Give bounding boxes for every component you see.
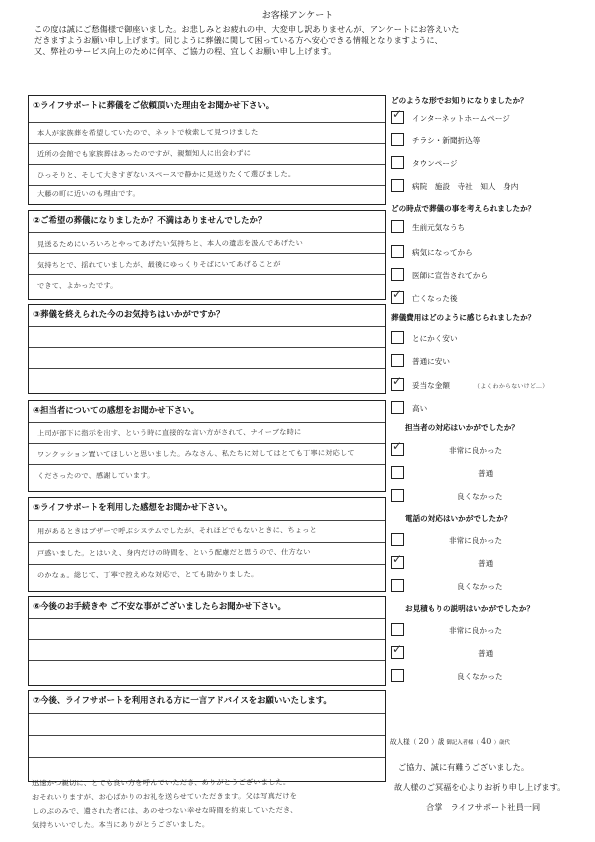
cost-handwritten-note: （よくわからないけど…） bbox=[473, 382, 549, 391]
question-2-answer: 見送るためにいろいろとやってあげたい気持ちと、本人の遺志を汲んであげたい bbox=[36, 238, 303, 249]
estimate-checkbox-bad[interactable] bbox=[391, 669, 404, 682]
question-1-answer: ひっそりと、そして大きすぎないスペースで静かに見送りたくて選びました。 bbox=[36, 169, 296, 180]
estimate-option-normal: 普通 bbox=[478, 649, 494, 658]
check-mark-icon: ✓ bbox=[392, 374, 403, 388]
question-1-heading: ①ライフサポートに葬儀をご依頼頂いた理由をお聞かせ下さい。 bbox=[33, 100, 275, 110]
check-mark-icon: ✓ bbox=[392, 107, 403, 121]
intro-line: この度は誠にご愁傷様で御座いました。お悲しみとお疲れの中、大変申し訳ありませんが、アンケートにお答えいた bbox=[34, 24, 460, 34]
advice-handwriting: しのぶのみで、遺された者には、あのせつない幸せな時間を約束していただき、 bbox=[31, 805, 298, 816]
phone-checkbox-bad[interactable] bbox=[391, 579, 404, 592]
deceased-label: 故人様（ bbox=[390, 738, 417, 746]
staff-checkbox-bad[interactable] bbox=[391, 489, 404, 502]
question-5-heading: ⑤ライフサポートを利用した感想をお聞かせ下さい。 bbox=[33, 502, 233, 512]
question-6-box bbox=[28, 596, 386, 686]
filler-label: 御記入者様（ bbox=[446, 740, 479, 746]
question-5-answer: のかなぁ。総じて、丁寧で控えめな対応で、とても助かりました。 bbox=[36, 569, 259, 580]
check-mark-icon: ✓ bbox=[392, 552, 403, 566]
cost-option-very-cheap: とにかく安い bbox=[412, 334, 458, 343]
how-option-internet: インターネットホームページ bbox=[412, 114, 510, 123]
deceased-age: 20 bbox=[418, 737, 430, 746]
how-checkbox-flyer[interactable] bbox=[391, 133, 404, 146]
how-checkbox-hospital[interactable] bbox=[391, 179, 404, 192]
question-1-box bbox=[28, 95, 386, 205]
closing-thanks: ご協力、誠に有難うございました。 bbox=[398, 762, 530, 772]
closing-signature: 合掌 ライフサポート社員一同 bbox=[426, 802, 541, 812]
question-3-box bbox=[28, 304, 386, 394]
intro-line: 又、弊社のサービス向上のために何卒、ご協力の程、宜しくお願い申し上げます。 bbox=[34, 46, 337, 56]
question-2-answer: できて、よかったです。 bbox=[36, 280, 118, 291]
estimate-checkbox-very-good[interactable] bbox=[391, 623, 404, 636]
staff-option-normal: 普通 bbox=[478, 469, 494, 478]
question-1-answer: 大藤の町に近いのも理由です。 bbox=[36, 188, 140, 199]
cost-heading: 葬儀費用はどのように感じられましたか？ bbox=[391, 313, 536, 322]
estimate-option-very-good: 非常に良かった bbox=[449, 626, 503, 635]
when-checkbox-diagnosed[interactable] bbox=[391, 268, 404, 281]
staff-option-very-good: 非常に良かった bbox=[449, 446, 503, 455]
cost-checkbox-expensive[interactable] bbox=[391, 401, 404, 414]
question-4-answer: くださったので、感謝しています。 bbox=[36, 470, 155, 481]
when-checkbox-sick[interactable] bbox=[391, 245, 404, 258]
phone-option-very-good: 非常に良かった bbox=[449, 536, 503, 545]
question-2-answer: 気持ちとで、揺れていましたが、最後にゆっくりそばにいてあげることが bbox=[36, 259, 281, 270]
intro-text bbox=[34, 24, 574, 57]
phone-heading: 電話の対応はいかがでしたか？ bbox=[405, 514, 512, 523]
cost-option-reasonable: 妥当な金額 bbox=[412, 381, 450, 390]
when-option-after-death: 亡くなった後 bbox=[412, 294, 458, 303]
when-option-healthy: 生前元気なうち bbox=[412, 223, 466, 232]
how-heading: どのような形でお知りになりましたか？ bbox=[391, 96, 528, 105]
staff-checkbox-normal[interactable] bbox=[391, 466, 404, 479]
question-6-heading: ⑥今後のお手続きや ご不安な事がございましたらお聞かせ下さい。 bbox=[33, 601, 286, 611]
advice-handwriting: おそれいりますが、お心ばかりのお礼を送らせていただきます。父は写真だけを bbox=[31, 791, 298, 802]
check-mark-icon: ✓ bbox=[392, 642, 403, 656]
advice-handwriting: 気持ちいいでした。本当にありがとうございました。 bbox=[31, 819, 210, 830]
closing-prayer: 故人様のご冥福を心よりお祈り申し上げます。 bbox=[394, 782, 566, 792]
question-3-heading: ③葬儀を終えられた今のお気持ちはいかがですか？ bbox=[33, 309, 225, 319]
when-checkbox-healthy[interactable] bbox=[391, 220, 404, 233]
question-2-box bbox=[28, 210, 386, 300]
question-5-box bbox=[28, 497, 386, 592]
when-option-sick: 病気になってから bbox=[412, 248, 473, 257]
how-option-townpage: タウンページ bbox=[412, 159, 458, 168]
question-4-heading: ④担当者についての感想をお聞かせ下さい。 bbox=[33, 405, 200, 415]
question-5-answer: 戸惑いました。とはいえ、身内だけの時間を、という配慮だと思うので、仕方ない bbox=[36, 547, 311, 558]
question-7-heading: ⑦今後、ライフサポートを利用される方に一言アドバイスをお願いいたします。 bbox=[33, 695, 332, 705]
cost-checkbox-cheap[interactable] bbox=[391, 354, 404, 367]
phone-option-normal: 普通 bbox=[478, 559, 494, 568]
advice-handwriting: 迅速かつ親切に、とても良い方を呼んでいただき、ありがとうございました。 bbox=[31, 777, 291, 788]
phone-checkbox-very-good[interactable] bbox=[391, 533, 404, 546]
cost-option-cheap: 普通に安い bbox=[412, 357, 450, 366]
question-4-answer: ワンクッション置いてほしいと思いました。みなさん、私たちに対してはとても丁寧に対応して bbox=[36, 448, 355, 459]
when-heading: どの時点で葬儀の事を考えられましたか？ bbox=[391, 204, 536, 213]
estimate-heading: お見積もりの説明はいかがでしたか？ bbox=[405, 604, 535, 613]
check-mark-icon: ✓ bbox=[392, 287, 403, 301]
check-mark-icon: ✓ bbox=[392, 439, 403, 453]
how-option-flyer: チラシ・新聞折込等 bbox=[412, 136, 481, 145]
question-2-heading: ②ご希望の葬儀になりましたか？不満はありませんでしたか？ bbox=[33, 215, 267, 225]
cost-option-expensive: 高い bbox=[412, 404, 428, 413]
how-checkbox-townpage[interactable] bbox=[391, 156, 404, 169]
question-1-answer: 本人が家族葬を希望していたので、ネットで検索して見つけました bbox=[36, 127, 259, 138]
page-title: お客様アンケート bbox=[261, 11, 334, 21]
cost-checkbox-very-cheap[interactable] bbox=[391, 331, 404, 344]
estimate-option-bad: 良くなかった bbox=[457, 672, 503, 681]
age-line bbox=[390, 736, 510, 746]
question-4-answer: 上司が部下に指示を出す、という時に直接的な言い方がされて、ナイーブな時に bbox=[36, 427, 302, 438]
phone-option-bad: 良くなかった bbox=[457, 582, 503, 591]
intro-line: だきますようお願い申し上げます。同じように葬儀に関して困っている方へ安心できる情報となりますように、 bbox=[34, 35, 443, 45]
when-option-diagnosed: 医師に宣告されてから bbox=[412, 271, 488, 280]
deceased-age-suffix: ）歳 bbox=[431, 738, 445, 746]
staff-heading: 担当者の対応はいかがでしたか？ bbox=[405, 423, 519, 432]
question-4-box bbox=[28, 400, 386, 492]
staff-option-bad: 良くなかった bbox=[457, 492, 503, 501]
filler-age-suffix: ）歳代 bbox=[493, 740, 510, 746]
question-7-box bbox=[28, 690, 386, 782]
how-option-hospital: 病院 施設 寺社 知人 身内 bbox=[412, 182, 519, 191]
question-1-answer: 近所の会館でも家族葬はあったのですが、親類知人に出会わずに bbox=[36, 148, 252, 159]
question-5-answer: 用があるときはブザーで呼ぶシステムでしたが、それほどでもないときに、ちょっと bbox=[36, 525, 318, 536]
filler-age: 40 bbox=[480, 737, 492, 746]
